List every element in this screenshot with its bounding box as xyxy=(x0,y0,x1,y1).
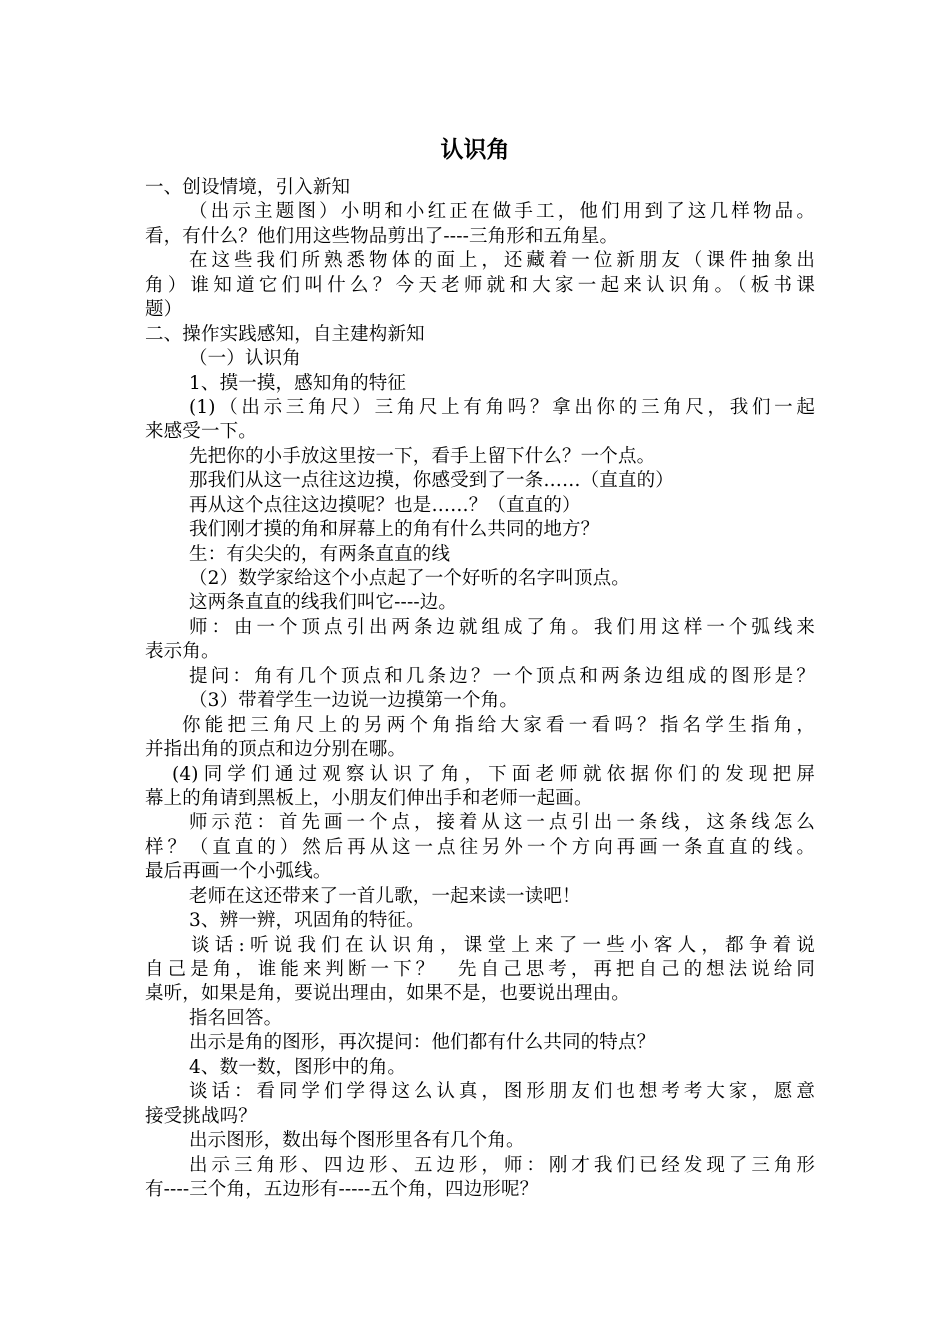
paragraph-line: 最后再画一个小弧线。 xyxy=(145,861,332,883)
paragraph-line: 谈话:听说我们在认识角，课堂上来了一些小客人，都争着说 xyxy=(191,934,815,956)
paragraph-line: 表示角。 xyxy=(145,641,220,663)
paragraph-line: (4)同学们通过观察认识了角，下面老师就依据你们的发现把屏 xyxy=(172,763,815,785)
paragraph-line: 先把你的小手放这里按一下，看手上留下什么？一个点。 xyxy=(189,445,656,467)
paragraph-line: 提问：角有几个顶点和几条边？一个顶点和两条边组成的图形是？ xyxy=(189,665,815,687)
paragraph-line: (1)（出示三角尺）三角尺上有角吗？拿出你的三角尺，我们一起 xyxy=(189,396,815,418)
paragraph-line: 接受挑战吗？ xyxy=(145,1105,257,1127)
paragraph-line: （2）数学家给这个小点起了一个好听的名字叫顶点。 xyxy=(189,568,630,589)
paragraph-line: 这两条直直的线我们叫它----边。 xyxy=(189,592,458,614)
paragraph-line: 在这些我们所熟悉物体的面上，还藏着一位新朋友（课件抽象出 xyxy=(189,250,815,272)
paragraph-line: 师示范：首先画一个点，接着从这一点引出一条线，这条线怎么 xyxy=(189,812,815,834)
paragraph-line: 出示三角形、四边形、五边形，师：刚才我们已经发现了三角形 xyxy=(189,1154,815,1176)
paragraph-line: 有----三个角，五边形有-----五个角，四边形呢？ xyxy=(145,1178,539,1200)
paragraph-line: 出示图形，数出每个图形里各有几个角。 xyxy=(189,1130,525,1152)
section-heading: 二、操作实践感知，自主建构新知 xyxy=(145,323,425,345)
paragraph-line: 角）谁知道它们叫什么？今天老师就和大家一起来认识角。（板书课 xyxy=(145,274,815,296)
paragraph-line: 师：由一个顶点引出两条边就组成了角。我们用这样一个弧线来 xyxy=(189,616,815,638)
paragraph-line: 老师在这还带来了一首儿歌，一起来读一读吧！ xyxy=(189,885,581,907)
paragraph-line: 并指出角的顶点和边分别在哪。 xyxy=(145,739,407,761)
paragraph-line: 幕上的角请到黑板上，小朋友们伸出手和老师一起画。 xyxy=(145,787,593,809)
paragraph-line: 出示是角的图形，再次提问：他们都有什么共同的特点？ xyxy=(189,1032,656,1054)
subsection-heading: 1、摸一摸，感知角的特征 xyxy=(189,372,407,394)
document-title: 认识角 xyxy=(440,137,510,163)
paragraph-line: 你能把三角尺上的另两个角指给大家看一看吗？指名学生指角， xyxy=(182,714,815,736)
paragraph-line: 再从这个点往这边摸呢？也是……？（直直的） xyxy=(189,494,581,516)
subsection-heading: 3、辨一辨，巩固角的特征。 xyxy=(189,910,425,932)
paragraph-line: 题） xyxy=(145,299,183,321)
paragraph-line: 指名回答。 xyxy=(189,1007,283,1029)
subsection-heading: （一）认识角 xyxy=(189,348,301,370)
paragraph-line: 样？（直直的）然后再从这一点往另外一个方向再画一条直直的线。 xyxy=(145,836,815,858)
paragraph-line: 桌听，如果是角，要说出理由，如果不是，也要说出理由。 xyxy=(145,983,630,1005)
paragraph-line: 看，有什么？他们用这些物品剪出了----三角形和五角星。 xyxy=(145,225,619,247)
paragraph-line: 来感受一下。 xyxy=(145,421,257,443)
section-heading: 一、创设情境，引入新知 xyxy=(145,177,351,198)
paragraph-line: 谈话：看同学们学得这么认真，图形朋友们也想考考大家，愿意 xyxy=(189,1081,815,1103)
document-body xyxy=(145,176,815,1202)
paragraph-line: （3）带着学生一边说一边摸第一个角。 xyxy=(189,690,518,712)
subsection-heading: 4、数一数，图形中的角。 xyxy=(189,1056,407,1078)
paragraph-line: （出示主题图）小明和小红正在做手工，他们用到了这几样物品。 xyxy=(189,201,815,223)
paragraph-line: 生：有尖尖的，有两条直直的线 xyxy=(189,543,451,565)
paragraph-line: 我们刚才摸的角和屏幕上的角有什么共同的地方？ xyxy=(189,519,600,541)
paragraph-line: 那我们从这一点往这边摸，你感受到了一条……（直直的） xyxy=(189,470,674,492)
paragraph-line: 自己是角，谁能来判断一下？ 先自己思考，再把自己的想法说给同 xyxy=(145,959,815,980)
